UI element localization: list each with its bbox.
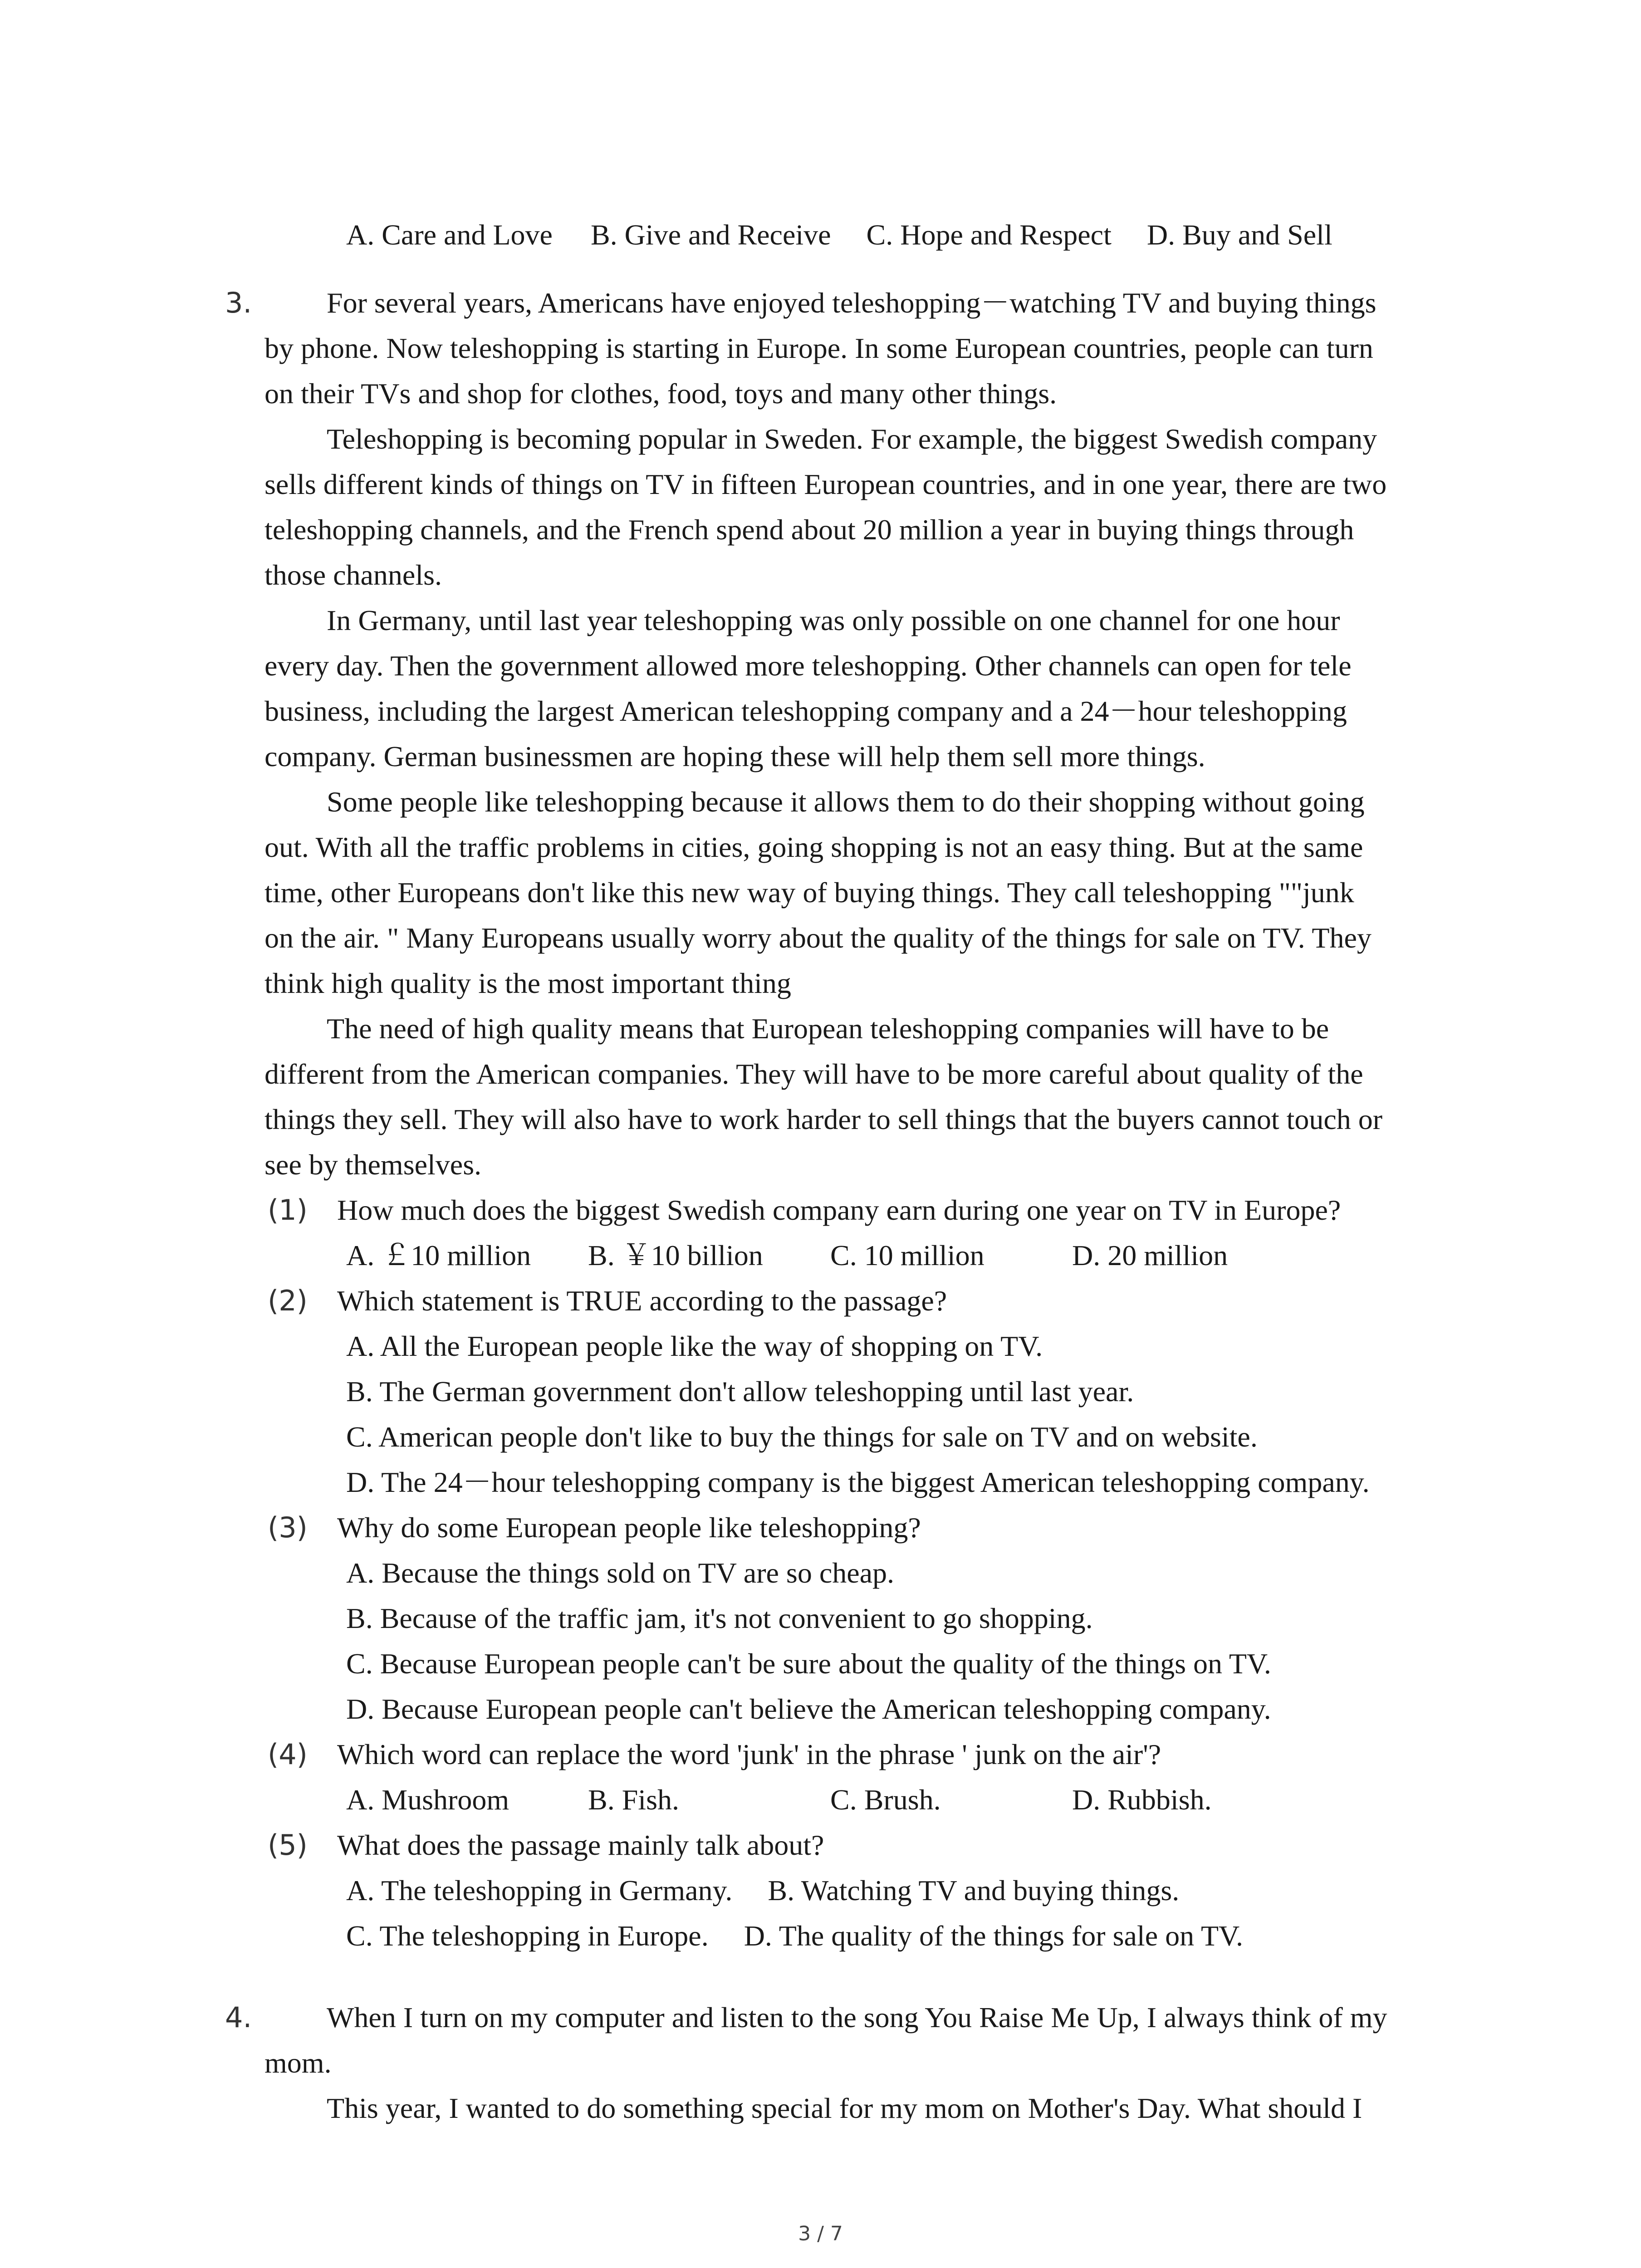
answer-option: B. Watching TV and buying things.: [768, 1874, 1180, 1906]
passage-line: For several years, Americans have enjoyed teleshopping－watching TV and buying things: [327, 287, 1376, 319]
subquestion-number: (4): [268, 1738, 308, 1771]
subquestion-text: Which statement is TRUE according to the passage?: [337, 1285, 947, 1317]
answer-option: A. All the European people like the way of shopping on TV.: [346, 1330, 1043, 1362]
subquestion-text: Which word can replace the word 'junk' in the phrase ' junk on the air'?: [337, 1738, 1161, 1770]
option-d: D. Buy and Sell: [1146, 219, 1332, 251]
answer-option: A. Because the things sold on TV are so cheap.: [346, 1557, 895, 1589]
passage-line: different from the American companies. They will have to be more careful about quality of the: [265, 1058, 1363, 1090]
passage-line: on their TVs and shop for clothes, food, toys and many other things.: [265, 377, 1057, 410]
passage-line: company. German businessmen are hoping these will help them sell more things.: [265, 740, 1205, 772]
subquestion-text: What does the passage mainly talk about?: [337, 1829, 824, 1861]
passage-line: see by themselves.: [265, 1149, 482, 1181]
answer-option: B. Because of the traffic jam, it's not convenient to go shopping.: [346, 1602, 1093, 1634]
passage-line: teleshopping channels, and the French spend about 20 million a year in buying things through: [265, 513, 1354, 546]
answer-option: D. The quality of the things for sale on TV.: [744, 1920, 1243, 1952]
passage-line: sells different kinds of things on TV in fifteen European countries, and in one year, there are two: [265, 468, 1387, 500]
answer-option: C. Because European people can't be sure about the quality of the things on TV.: [346, 1647, 1271, 1680]
passage-line: by phone. Now teleshopping is starting in Europe. In some European countries, people can turn: [265, 332, 1373, 364]
passage-line: those channels.: [265, 559, 442, 591]
q2-options-row: [346, 217, 1332, 253]
answer-option: B. Fish.: [588, 1784, 679, 1816]
passage-line: on the air. " Many Europeans usually worry about the quality of the things for sale on TV. They: [265, 922, 1372, 954]
answer-option: C. The teleshopping in Europe.: [346, 1920, 709, 1952]
passage-line: out. With all the traffic problems in cities, going shopping is not an easy thing. But at the same: [265, 831, 1363, 863]
passage-line: business, including the largest American teleshopping company and a 24－hour teleshopping: [265, 695, 1347, 727]
answer-option: A. The teleshopping in Germany.: [346, 1874, 733, 1906]
answer-option-row: [346, 1872, 1179, 1909]
answer-option: B. The German government don't allow teleshopping until last year.: [346, 1375, 1134, 1408]
answer-option: D. 20 million: [1072, 1239, 1228, 1271]
answer-option: C. Brush.: [830, 1784, 941, 1816]
option-a: A. Care and Love: [346, 219, 553, 251]
passage-line: The need of high quality means that European teleshopping companies will have to be: [327, 1012, 1329, 1045]
answer-option: D. The 24－hour teleshopping company is the biggest American teleshopping company.: [346, 1466, 1370, 1498]
answer-option: C. 10 million: [830, 1239, 985, 1271]
subquestion-number: (1): [268, 1193, 308, 1227]
passage-line: every day. Then the government allowed more teleshopping. Other channels can open for tele: [265, 650, 1352, 682]
answer-option: D. Because European people can't believe the American teleshopping company.: [346, 1693, 1271, 1725]
answer-option: A. ￡10 million: [346, 1239, 531, 1271]
question-number: 3.: [225, 286, 252, 319]
passage-line: Teleshopping is becoming popular in Sweden. For example, the biggest Swedish company: [327, 423, 1377, 455]
passage-line: When I turn on my computer and listen to the song You Raise Me Up, I always think of my: [327, 2001, 1387, 2033]
answer-option-row: [346, 1918, 1243, 1954]
passage-line: In Germany, until last year teleshopping was only possible on one channel for one hour: [327, 604, 1340, 636]
answer-option: A. Mushroom: [346, 1784, 509, 1816]
page-number: 3 / 7: [798, 2222, 843, 2245]
answer-option: D. Rubbish.: [1072, 1784, 1212, 1816]
subquestion-number: (2): [268, 1284, 308, 1317]
passage-line: time, other Europeans don't like this new way of buying things. They call teleshopping ""junk: [265, 876, 1354, 909]
passage-line: Some people like teleshopping because it allows them to do their shopping without going: [327, 786, 1365, 818]
answer-option: B. ￥10 billion: [588, 1239, 763, 1271]
question-number: 4.: [225, 2001, 252, 2034]
option-b: B. Give and Receive: [590, 219, 831, 251]
answer-option: C. American people don't like to buy the things for sale on TV and on website.: [346, 1421, 1258, 1453]
subquestion-text: Why do some European people like teleshopping?: [337, 1511, 921, 1544]
option-c: C. Hope and Respect: [866, 219, 1112, 251]
passage-line: things they sell. They will also have to work harder to sell things that the buyers cannot touch or: [265, 1103, 1383, 1135]
passage-line: This year, I wanted to do something special for my mom on Mother's Day. What should I: [327, 2092, 1362, 2124]
passage-line: think high quality is the most important thing: [265, 967, 791, 999]
subquestion-number: (3): [268, 1511, 308, 1544]
subquestion-text: How much does the biggest Swedish company earn during one year on TV in Europe?: [337, 1194, 1341, 1226]
passage-line: mom.: [265, 2047, 332, 2079]
subquestion-number: (5): [268, 1828, 308, 1862]
